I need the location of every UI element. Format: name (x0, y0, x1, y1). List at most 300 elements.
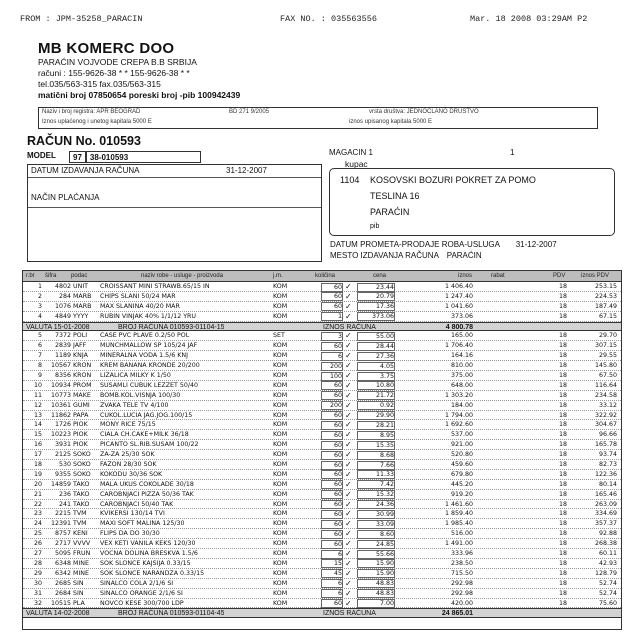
table-row (23, 420, 621, 430)
checkmark-icon: ✓ (345, 460, 352, 470)
cell-iznos: 1 303.20 (444, 391, 473, 399)
issue-date-label: DATUM IZDAVANJA RAČUNA (31, 166, 140, 175)
company-ids: matični broj 07850654 poreski broj -pib 100942439 (38, 90, 241, 100)
cell-code: 2685 (54, 579, 71, 587)
table-row (23, 460, 621, 470)
cell-name: MINERALNA VODA 1.5/6 KNJ (100, 352, 188, 360)
table-row (23, 302, 621, 312)
cell-ipdv: 307.15 (594, 342, 617, 350)
checkmark-icon: ✓ (345, 420, 352, 430)
checkmark-icon: ✓ (345, 539, 352, 549)
cell-qty: 1 (321, 312, 343, 321)
cell-qty: 60 (321, 599, 343, 608)
col-unit: j.m. (273, 273, 283, 279)
cell-ipdv: 187.49 (594, 302, 617, 310)
cell-qty: 6 (321, 589, 343, 598)
cell-sup: MARB (73, 292, 92, 300)
cell-jm: KOM (273, 431, 288, 439)
cell-ipdv: 268.38 (594, 540, 617, 548)
cell-pdv: 18 (558, 500, 567, 508)
cell-iznos: 520.80 (450, 451, 473, 459)
table-row (23, 589, 621, 599)
cell-pdv: 18 (558, 569, 567, 577)
cell-pdv: 18 (558, 283, 567, 290)
cell-ipdv: 52.74 (598, 579, 617, 587)
cell-cena: 7.00 (357, 599, 395, 608)
cell-n: 12 (33, 401, 42, 409)
cell-name: VEX KETI VANILA KEKS 120/30 (100, 540, 196, 548)
company-block (38, 40, 338, 101)
cell-qty: 60 (321, 451, 343, 460)
cell-jm: KOM (273, 559, 288, 567)
cell-n: 18 (33, 461, 42, 469)
checkmark-icon: ✓ (345, 390, 352, 400)
cell-qty: 60 (321, 530, 343, 539)
cell-cena: 24.36 (357, 500, 395, 509)
total-amount: 4 800.78 (445, 323, 473, 331)
cell-iznos: 1 859.40 (444, 510, 473, 518)
cell-n: 17 (33, 451, 42, 459)
cell-n: 32 (33, 599, 42, 607)
cell-pdv: 18 (558, 421, 567, 429)
cell-iznos: 238.50 (450, 559, 473, 567)
cell-pdv: 18 (558, 381, 567, 389)
cell-name: ZA-ZA 25/30 SOK (100, 451, 155, 459)
cell-ipdv: 29.55 (598, 352, 617, 360)
cell-n: 27 (33, 550, 42, 558)
checkmark-icon: ✓ (345, 371, 352, 381)
cell-pdv: 18 (558, 302, 567, 310)
cell-sup: SIN (73, 579, 84, 587)
invoice-subtotal-row (23, 608, 621, 618)
cell-jm: KOM (273, 461, 288, 469)
table-row (23, 391, 621, 401)
cell-n: 20 (33, 480, 42, 488)
cell-name: MALA UKUS COKOLADE 30/18 (100, 480, 194, 488)
cell-code: 3931 (54, 441, 71, 449)
cell-jm: KOM (273, 381, 288, 389)
cell-ipdv: 82.73 (598, 461, 617, 469)
cell-jm: KOM (273, 411, 288, 419)
issue-place-label: MESTO IZDAVANJA RAČUNA (330, 251, 439, 260)
checkmark-icon: ✓ (345, 489, 352, 499)
cell-n: 10 (33, 381, 42, 389)
cell-code: 6348 (54, 559, 71, 567)
fax-number: FAX NO. : 035563556 (280, 14, 377, 24)
checkmark-icon: ✓ (345, 291, 352, 301)
registry-capital-registered: iznos upisanog kapitala 5000 E (349, 119, 433, 125)
cell-n: 28 (33, 559, 42, 567)
registry-type: vrsta društva: JEDNOČLANO DRUŠTVO (369, 109, 479, 115)
cell-sup: TVM (73, 510, 87, 518)
col-discount: rabat (491, 273, 505, 279)
cell-pdv: 18 (558, 391, 567, 399)
table-row (23, 490, 621, 500)
cell-ipdv: 165.46 (594, 490, 617, 498)
col-code: šifra (45, 273, 57, 279)
cell-code: 236 (58, 490, 71, 498)
cell-code: 1076 (54, 302, 71, 310)
cell-pdv: 18 (558, 411, 567, 419)
cell-qty: 60 (321, 411, 343, 420)
table-row (23, 282, 621, 292)
cell-qty: 200 (321, 401, 343, 410)
cell-sup: UNIT (73, 283, 89, 290)
cell-ipdv: 96.66 (598, 431, 617, 439)
cell-qty: 6 (321, 579, 343, 588)
cell-n: 8 (37, 362, 42, 370)
cell-iznos: 164.16 (450, 352, 473, 360)
cell-pdv: 18 (558, 540, 567, 548)
cell-sup: GUMI (73, 401, 90, 409)
cell-iznos: 516.00 (450, 530, 473, 538)
cell-jm: KOM (273, 372, 288, 380)
cell-cena: 30.99 (357, 510, 395, 519)
cell-code: 1726 (54, 421, 71, 429)
buyer-city: PARAĆIN (370, 207, 410, 217)
cell-iznos: 715.50 (450, 569, 473, 577)
cell-jm: KOM (273, 550, 288, 558)
cell-code: 2717 (54, 540, 71, 548)
cell-qty: 6 (321, 352, 343, 361)
checkmark-icon: ✓ (345, 400, 352, 410)
cell-sup: TVM (73, 520, 87, 528)
cell-cena: 55.00 (357, 332, 395, 341)
cell-code: 2684 (54, 589, 71, 597)
cell-jm: KOM (273, 362, 288, 370)
cell-jm: KOM (273, 352, 288, 360)
checkmark-icon: ✓ (345, 519, 352, 529)
cell-name: ZVAKA TELE TV 4/100 (100, 401, 169, 409)
cell-iznos: 1 692.60 (444, 421, 473, 429)
cell-qty: 15 (321, 559, 343, 568)
cell-cena: 28.21 (357, 421, 395, 430)
cell-qty: 60 (321, 421, 343, 430)
cell-pdv: 18 (558, 332, 567, 340)
cell-iznos: 292.98 (450, 579, 473, 587)
cell-code: 1189 (54, 352, 71, 360)
cell-cena: 7.66 (357, 461, 395, 470)
registry-box (38, 107, 598, 129)
checkmark-icon: ✓ (345, 529, 352, 539)
checkmark-icon: ✓ (345, 341, 352, 351)
cell-pdv: 18 (558, 401, 567, 409)
cell-cena: 8.60 (357, 530, 395, 539)
checkmark-icon: ✓ (345, 410, 352, 420)
cell-sup: VVVV (73, 540, 91, 548)
cell-pdv: 18 (558, 520, 567, 528)
cell-jm: KOM (273, 441, 288, 449)
checkmark-icon: ✓ (345, 549, 352, 559)
buyer-id: 1104 (340, 175, 360, 185)
cell-qty: 60 (321, 510, 343, 519)
table-row (23, 331, 621, 341)
cell-ipdv: 29.70 (598, 332, 617, 340)
cell-n: 9 (37, 372, 42, 380)
cell-jm: KOM (273, 391, 288, 399)
cell-ipdv: 145.80 (594, 362, 617, 370)
cell-n: 29 (33, 569, 42, 577)
cell-cena: 23.44 (357, 283, 395, 292)
cell-cena: 48.83 (357, 589, 395, 598)
checkmark-icon: ✓ (345, 509, 352, 519)
col-amount: iznos (458, 273, 473, 279)
cell-name: CAROBNJACI 50/40 TAK (100, 500, 174, 508)
cell-name: CROISSANT MINI STRAWB.65/15 IN (100, 283, 210, 290)
cell-code: 10515 (50, 599, 71, 607)
cell-pdv: 18 (558, 510, 567, 518)
cell-pdv: 18 (558, 441, 567, 449)
cell-pdv: 18 (558, 589, 567, 597)
cell-code: 10934 (50, 381, 71, 389)
fax-datetime: Mar. 18 2008 03:29AM P2 (470, 14, 588, 24)
cell-qty: 60 (321, 381, 343, 390)
cell-cena: 8.68 (357, 451, 395, 460)
cell-jm: KOM (273, 451, 288, 459)
table-row (23, 470, 621, 480)
cell-pdv: 18 (558, 559, 567, 567)
cell-name: MAXI SOFT MALINA 125/30 (100, 520, 185, 528)
cell-iznos: 1 706.40 (444, 342, 473, 350)
cell-code: 14859 (50, 480, 71, 488)
col-vat-amount: iznos PDV (581, 273, 610, 279)
cell-iznos: 1 461.60 (444, 500, 473, 508)
cell-sup: PLA (73, 599, 85, 607)
cell-iznos: 373.06 (450, 312, 473, 320)
invoice-title: RAČUN No. 010593 (27, 134, 141, 148)
cell-qty: 60 (321, 283, 343, 292)
model-label: MODEL (27, 151, 56, 160)
cell-ipdv: 80.14 (598, 480, 617, 488)
checkmark-icon: ✓ (345, 450, 352, 460)
cell-name: KREM BANANA KRONDE 20/200 (100, 362, 200, 370)
cell-sup: MINE (73, 559, 89, 567)
cell-ipdv: 334.69 (594, 510, 617, 518)
cell-sup: KNJA (73, 352, 88, 360)
cell-name: KOKODU 30/36 SOK (100, 470, 163, 478)
cell-sup: SOKO (73, 461, 91, 469)
cell-sup: TAKO (73, 480, 90, 488)
cell-sup: POLI (73, 332, 88, 340)
cell-sup: SOKO (73, 470, 91, 478)
warehouse-number: 1 (510, 148, 515, 157)
cell-jm: KOM (273, 599, 288, 607)
cell-qty: 60 (321, 292, 343, 301)
cell-pdv: 18 (558, 579, 567, 587)
table-row (23, 599, 621, 609)
cell-name: CIALA CH.CAKE+MILK 36/18 (100, 431, 189, 439)
cell-jm: KOM (273, 589, 288, 597)
cell-pdv: 18 (558, 530, 567, 538)
cell-name: SINALCO ORANGE 2/1/6 SI (100, 589, 183, 597)
cell-n: 3 (37, 302, 42, 310)
cell-n: 22 (33, 500, 42, 508)
cell-sup: PAPA (73, 411, 89, 419)
cell-ipdv: 165.78 (594, 441, 617, 449)
cell-iznos: 1 794.00 (444, 411, 473, 419)
cell-ipdv: 304.67 (594, 421, 617, 429)
cell-cena: 20.79 (357, 292, 395, 301)
cell-cena: 0.92 (357, 401, 395, 410)
cell-code: 2125 (54, 451, 71, 459)
cell-sup: SIN (73, 589, 84, 597)
table-body (23, 282, 621, 618)
sale-date: 31-12-2007 (515, 240, 557, 249)
cell-code: 8757 (54, 530, 71, 538)
checkmark-icon: ✓ (345, 469, 352, 479)
buyer-name: KOSOVSKI BOZURI POKRET ZA POMO (370, 175, 536, 185)
cell-pdv: 18 (558, 352, 567, 360)
cell-cena: 8.95 (357, 431, 395, 440)
col-supplier: podac (71, 273, 88, 279)
cell-iznos: 679.80 (450, 470, 473, 478)
table-row (23, 430, 621, 440)
cell-code: 11862 (50, 411, 71, 419)
cell-iznos: 459.60 (450, 461, 473, 469)
cell-qty: 60 (321, 302, 343, 311)
table-row (23, 529, 621, 539)
cell-qty: 60 (321, 520, 343, 529)
cell-cena: 15.32 (357, 490, 395, 499)
cell-jm: KOM (273, 520, 288, 528)
cell-jm: KOM (273, 470, 288, 478)
cell-pdv: 18 (558, 451, 567, 459)
cell-code: 241 (58, 500, 71, 508)
col-vat: PDV (553, 273, 566, 279)
cell-iznos: 1 491.00 (444, 540, 473, 548)
cell-ipdv: 42.93 (598, 559, 617, 567)
cell-iznos: 537.00 (450, 431, 473, 439)
items-table (22, 270, 622, 630)
sale-date-row (330, 240, 557, 249)
cell-sup: PIOK (73, 441, 88, 449)
cell-name: MUNCHMALLOW SP 105/24 JAF (100, 342, 198, 350)
cell-cena: 373.06 (357, 312, 395, 321)
cell-cena: 15.35 (357, 441, 395, 450)
cell-name: CAROBNJACI PIZZA 50/36 TAK (100, 490, 194, 498)
cell-n: 24 (33, 520, 42, 528)
issue-place: PARAĆIN (446, 251, 482, 260)
table-row (23, 292, 621, 302)
cell-cena: 17.36 (357, 302, 395, 311)
cell-n: 6 (37, 342, 42, 350)
table-row (23, 569, 621, 579)
cell-code: 10361 (50, 401, 71, 409)
cell-name: LIZALICA MILKY K 1/50 (100, 372, 171, 380)
checkmark-icon: ✓ (345, 440, 352, 450)
cell-name: PICANTO SL.RIB.SUSAM 100/22 (100, 441, 199, 449)
total-label: IZNOS RAČUNA (323, 323, 376, 331)
registry-bd: BD 271 9/2005 (229, 109, 270, 115)
cell-iznos: 1 247.40 (444, 292, 473, 300)
cell-code: 2839 (54, 342, 71, 350)
cell-sup: MARB (73, 302, 92, 310)
col-qty: količina (315, 273, 336, 279)
cell-name: CASE PVC PLAVE 0.2/50 POL (100, 332, 190, 340)
registry-name: Naziv i broj registra: APR BEOGRAD (42, 109, 141, 115)
cell-iznos: 184.00 (450, 401, 473, 409)
cell-qty: 6 (321, 550, 343, 559)
cell-iznos: 165.00 (450, 332, 473, 340)
cell-iznos: 921.00 (450, 441, 473, 449)
checkmark-icon: ✓ (345, 361, 352, 371)
cell-n: 15 (33, 431, 42, 439)
cell-jm: KOM (273, 530, 288, 538)
cell-n: 26 (33, 540, 42, 548)
table-row (23, 401, 621, 411)
cell-name: CUKOL.LUCIA JAG.JOG.100/15 (100, 411, 193, 419)
cell-jm: KOM (273, 500, 288, 508)
cell-cena: 55.66 (357, 550, 395, 559)
col-name: naziv robe - usluge - proizvoda (141, 273, 224, 279)
cell-name: FLIPS DA DO 30/30 (100, 530, 160, 538)
cell-qty: 60 (321, 480, 343, 489)
cell-n: 21 (33, 490, 42, 498)
table-row (23, 579, 621, 589)
cell-code: 5095 (54, 550, 71, 558)
cell-pdv: 18 (558, 312, 567, 320)
cell-ipdv: 67.15 (598, 312, 617, 320)
table-row (23, 341, 621, 351)
cell-jm: KOM (273, 342, 288, 350)
cell-jm: SET (273, 332, 285, 340)
cell-iznos: 1 985.40 (444, 520, 473, 528)
cell-code: 10773 (50, 391, 71, 399)
cell-cena: 24.85 (357, 540, 395, 549)
company-address: PARAĆIN VOJVODE CREPA B.B SRBIJA (38, 57, 197, 67)
cell-pdv: 18 (558, 372, 567, 380)
checkmark-icon: ✓ (345, 430, 352, 440)
checkmark-icon: ✓ (345, 598, 352, 608)
total-label: IZNOS RAČUNA (323, 610, 376, 618)
cell-sup: PIOK (73, 421, 88, 429)
cell-name: FAZON 28/30 SOK (100, 461, 157, 469)
cell-n: 2 (37, 292, 42, 300)
cell-jm: KOM (273, 579, 288, 587)
cell-pdv: 18 (558, 480, 567, 488)
issue-date: 31-12-2007 (226, 166, 267, 175)
cell-sup: SOKO (73, 451, 91, 459)
cell-sup: TAKO (73, 490, 90, 498)
table-row (23, 539, 621, 549)
buyer-street: TESLINA 16 (370, 191, 420, 201)
cell-ipdv: 67.50 (598, 372, 617, 380)
cell-ipdv: 322.92 (594, 411, 617, 419)
cell-ipdv: 263.09 (594, 500, 617, 508)
table-row (23, 519, 621, 529)
table-row (23, 549, 621, 559)
cell-ipdv: 357.37 (594, 520, 617, 528)
cell-cena: 11.33 (357, 470, 395, 479)
cell-jm: KOM (273, 283, 288, 290)
cell-name: SOK SLONCE NARANDZA 0.33/15 (100, 569, 205, 577)
cell-ipdv: 224.53 (594, 292, 617, 300)
cell-jm: KOM (273, 480, 288, 488)
cell-n: 25 (33, 530, 42, 538)
cell-pdv: 18 (558, 431, 567, 439)
buyer-label: kupac (345, 159, 368, 169)
cell-cena: 28.44 (357, 342, 395, 351)
cell-jm: KOM (273, 490, 288, 498)
cell-code: 8356 (54, 372, 71, 380)
cell-n: 1 (37, 283, 42, 290)
sale-date-label: DATUM PROMETA-PRODAJE ROBA-USLUGA (330, 240, 500, 249)
cell-qty: 60 (321, 540, 343, 549)
cell-ipdv: 92.88 (598, 530, 617, 538)
cell-pdv: 18 (558, 461, 567, 469)
cell-name: MONY RICE 75/15 (100, 421, 156, 429)
table-row (23, 440, 621, 450)
